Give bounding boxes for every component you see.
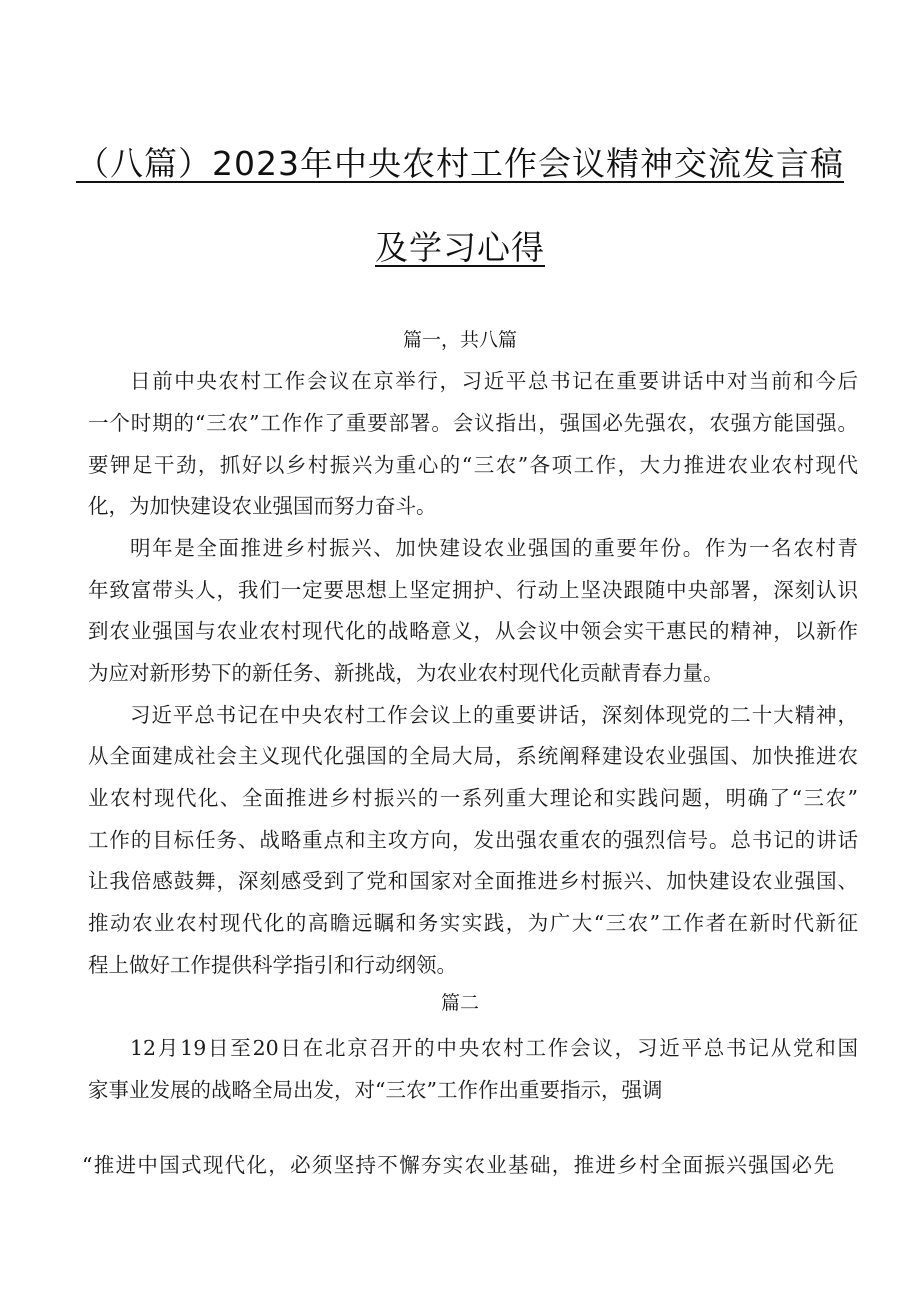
paragraph-line: 为应对新形势下的新任务、新挑战，为农业农村现代化贡献青春力量。	[88, 661, 724, 685]
paragraph-line: 到农业强国与农业农村现代化的战略意义，从会议中领会实干惠民的精神，以新作	[88, 619, 858, 643]
paragraph-line: 工作的目标任务、战略重点和主攻方向，发出强农重农的强烈信号。总书记的讲话	[88, 828, 858, 852]
paragraph-line: 业农村现代化、全面推进乡村振兴的一系列重大理论和实践问题，明确了“三农”	[88, 786, 858, 810]
paragraph-line: 推动农业农村现代化的高瞻远瞩和务实实践，为广大“三农”工作者在新时代新征	[88, 911, 858, 935]
paragraph-line: 程上做好工作提供科学指引和行动纲领。	[88, 953, 457, 977]
paragraph-line: “推进中国式现代化，必须坚持不懈夯实农业基础，推进乡村全面振兴强国必先	[82, 1153, 834, 1177]
paragraph-line: 从全面建成社会主义现代化强国的全局大局，系统阐释建设农业强国、加快推进农	[88, 744, 858, 768]
paragraph-line: 一个时期的“三农”工作作了重要部署。会议指出，强国必先强农，农强方能国强。	[88, 411, 858, 435]
section-heading-2: 篇二	[440, 992, 479, 1014]
document-title-line-2: 及学习心得	[375, 228, 545, 267]
paragraph-line: 家事业发展的战略全局出发，对“三农”工作作出重要指示，强调	[88, 1078, 663, 1102]
paragraph-line: 习近平总书记在中央农村工作会议上的重要讲话，深刻体现党的二十大精神，	[130, 703, 858, 727]
paragraph-line: 日前中央农村工作会议在京举行，习近平总书记在重要讲话中对当前和今后	[130, 369, 858, 393]
paragraph-line: 化，为加快建设农业强国而努力奋斗。	[88, 494, 437, 518]
paragraph-line: 年致富带头人，我们一定要思想上坚定拥护、行动上坚决跟随中央部署，深刻认识	[88, 578, 858, 602]
paragraph-line: 让我倍感鼓舞，深刻感受到了党和国家对全面推进乡村振兴、加快建设农业强国、	[88, 869, 858, 893]
document-title-line-1: （八篇）2023年中央农村工作会议精神交流发言稿	[76, 144, 844, 183]
paragraph-line: 要钾足干劲，抓好以乡村振兴为重心的“三农”各项工作，大力推进农业农村现代	[88, 453, 858, 477]
paragraph-line: 12月19日至20日在北京召开的中央农村工作会议，习近平总书记从党和国	[130, 1036, 858, 1060]
section-heading-1: 篇一，共八篇	[402, 329, 517, 351]
paragraph-line: 明年是全面推进乡村振兴、加快建设农业强国的重要年份。作为一名农村青	[130, 536, 858, 560]
